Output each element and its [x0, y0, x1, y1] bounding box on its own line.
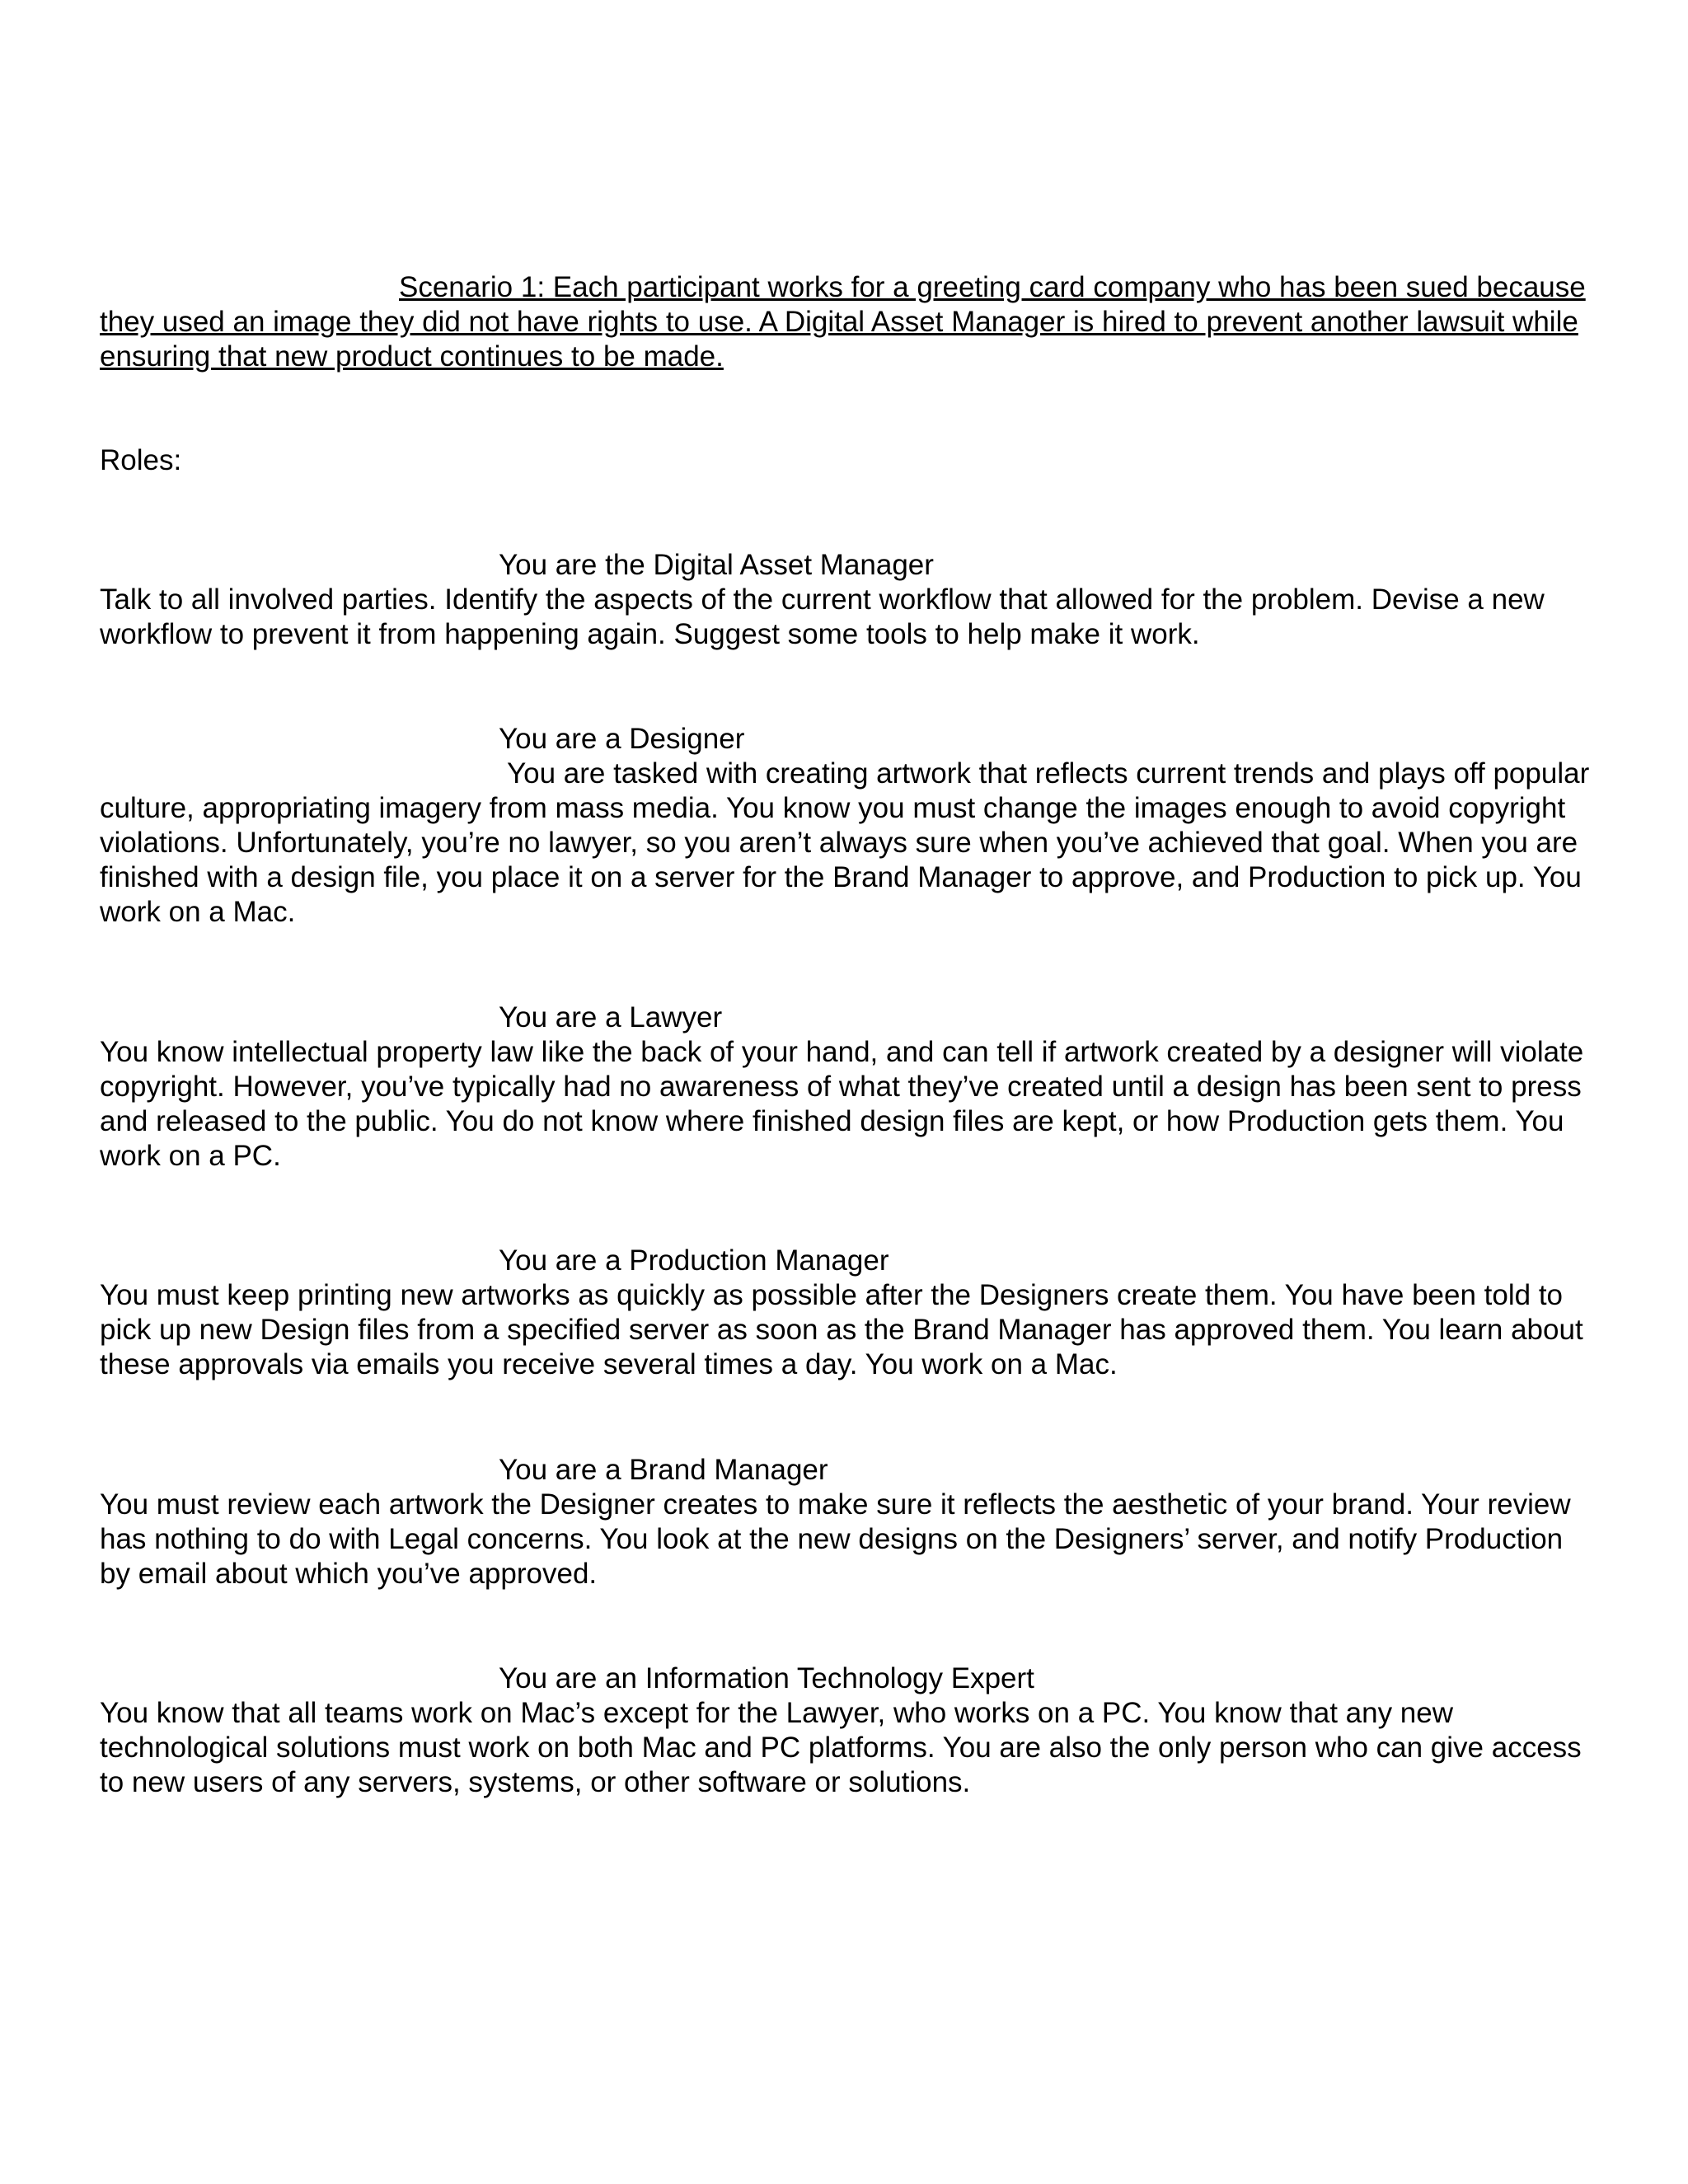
role-description-designer: You are tasked with creating artwork that reflects current trends and plays off popular culture, appropriating imagery from mass media. You know you must change the images enough to avoid copyright violations. Unfortunately, you’re no lawyer, so you aren’t always sure when you’ve achieved that goal. When you are finished with a design file, you place it on a server for the Brand Manager to approve, and Production to pick up. You work on a Mac. [100, 757, 1590, 928]
role-title-designer: You are a Designer [499, 723, 745, 755]
role-title-production-manager: You are a Production Manager [499, 1244, 889, 1277]
role-description-production-manager: You must keep printing new artworks as quickly as possible after the Designers create them. You have been told to pick up new Design files from a specified server as soon as the Brand Manager has approved them. You learn about these approvals via emails you receive several times a day. You work on a Mac. [100, 1279, 1583, 1380]
role-title-digital-asset-manager: You are the Digital Asset Manager [499, 549, 934, 581]
role-description-it-expert: You know that all teams work on Mac’s except for the Lawyer, who works on a PC. You know that any new technological solutions must work on both Mac and PC platforms. You are also the only person who can give access to new users of any servers, systems, or other software or solutions. [100, 1697, 1582, 1798]
roles-label: Roles: [100, 444, 182, 476]
role-title-lawyer: You are a Lawyer [499, 1001, 723, 1033]
role-title-brand-manager: You are a Brand Manager [499, 1454, 828, 1486]
scenario-heading: Scenario 1: Each participant works for a greeting card company who has been sued because they used an image they did not have rights to use. A Digital Asset Manager is hired to prevent another lawsuit while ensuring that new product continues to be made. [100, 271, 1586, 373]
role-description-lawyer: You know intellectual property law like the back of your hand, and can tell if artwork created by a designer will violate copyright. However, you’ve typically had no awareness of what they’ve created until a design has been sent to press and released to the public. You do not know where finished design files are kept, or how Production gets them. You work on a PC. [100, 1036, 1584, 1172]
role-description-digital-asset-manager: Talk to all involved parties. Identify the aspects of the current workflow that allowed for the problem. Devise a new workflow to prevent it from happening again. Suggest some tools to help make it work. [100, 583, 1545, 650]
role-title-it-expert: You are an Information Technology Expert [499, 1662, 1034, 1694]
role-description-brand-manager: You must review each artwork the Designer creates to make sure it reflects the aesthetic of your brand. Your review has nothing to do with Legal concerns. You look at the new designs on the Designers’ server, and notify Production by email about which you’ve approved. [100, 1488, 1571, 1590]
